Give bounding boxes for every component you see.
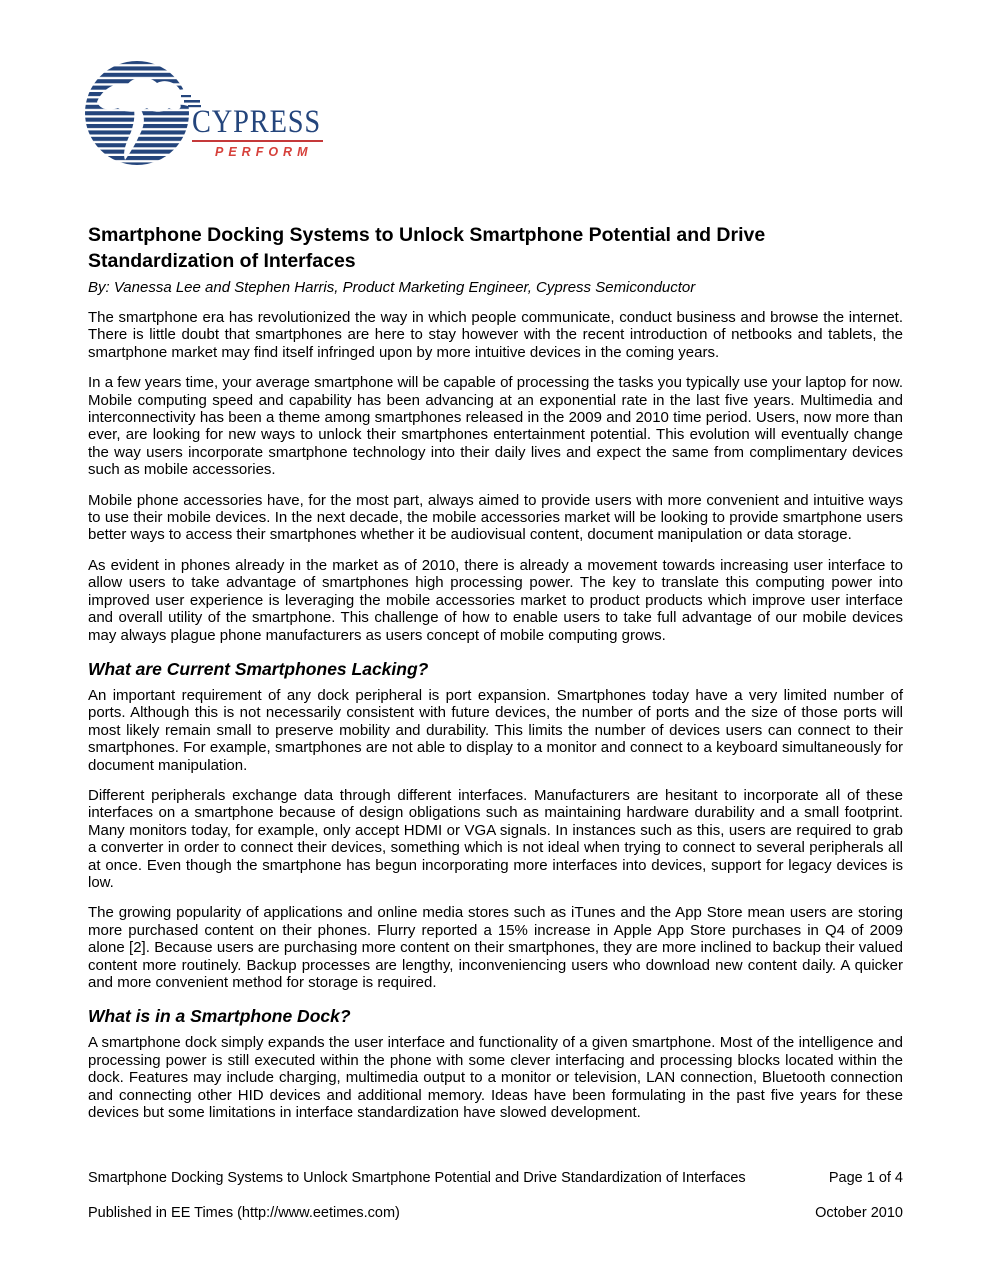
page-title: Smartphone Docking Systems to Unlock Smartphone Potential and Drive Standardization of Interfaces <box>88 224 766 272</box>
article-body <box>88 222 903 1134</box>
brand-tagline: PERFORM <box>215 145 313 159</box>
footer-line-1 <box>88 1170 903 1187</box>
footer-doc-title: Smartphone Docking Systems to Unlock Smartphone Potential and Drive Standardization of Interfaces <box>88 1170 746 1186</box>
paragraph: The growing popularity of applications and online media stores such as iTunes and the App Store mean users are storing more purchased content on their phones. Flurry reported a 15% increase in Apple App Store purchases in Q4 of 2009 alone [2]. Because users are purchasing more content on their smartphones, they are more inclined to backup their valued content more routinely. Backup processes are lengthy, inconveniencing users who download new content daily. A quicker and more convenient method for storage is required. <box>88 904 903 991</box>
footer-line-2 <box>88 1205 903 1222</box>
paragraph: As evident in phones already in the market as of 2010, there is already a movement towards increasing user interface to allow users to take advantage of smartphones high processing power. The key to translate this computing power into improved user experience is leveraging the mobile accessories market to product products which improve user interface and overall utility of the smartphone. This challenge of how to enable users to take full advantage of our mobile devices may always plague phone manufacturers as users concept of mobile computing grows. <box>88 556 903 644</box>
paragraph: A smartphone dock simply expands the user interface and functionality of a given smartphone. Most of the intelligence and processing power is still executed within the phone with some clever interfacing and processing blocks located within the dock. Features may include charging, multimedia output to a monitor or television, LAN connection, Bluetooth connection and connecting other HID devices and additional memory. Ideas have been formulating in the past five years for these devices but some limitations in interface standardization have slowed development. <box>88 1034 903 1122</box>
paragraph: The smartphone era has revolutionized the way in which people communicate, conduct business and browse the internet. There is little doubt that smartphones are here to stay however with the recent introduction of netbooks and tablets, the smartphone market may find itself infringed upon by more intuitive devices in the coming years. <box>88 309 903 361</box>
cypress-wordmark <box>192 60 328 159</box>
paragraph: Different peripherals exchange data through different interfaces. Manufacturers are hesitant to incorporate all of these interfaces on a smartphone because of design obligations such as maintaining hardware durability and a small footprint. Many monitors today, for example, only accept HDMI or VGA signals. In instances such as this, users are required to grab a converter in order to connect their devices, something which is not ideal when trying to connect to several peripherals all at once. Even though the smartphone has begun incorporating more interfaces into devices, support for legacy devices is low. <box>88 786 903 891</box>
paragraph: Mobile phone accessories have, for the most part, always aimed to provide users with more convenient and intuitive ways to use their mobile devices. In the next decade, the mobile accessories market will be looking to provide smartphone users better ways to access their smartphones whether it be audiovisual content, document manipulation or data storage. <box>88 491 903 544</box>
paragraph: An important requirement of any dock peripheral is port expansion. Smartphones today have a very limited number of ports. Although this is not necessarily consistent with future devices, the number of ports and the size of those ports will most likely remain small to preserve mobility and durability. This limits the number of devices users can connect to their smartphones. For example, smartphones are not able to display to a monitor and connect to a keyboard simultaneously for document manipulation. <box>88 686 903 774</box>
logo-rule <box>192 140 323 142</box>
brand-name: CYPRESS <box>192 104 322 140</box>
footer-page-number: Page 1 of 4 <box>828 1170 903 1186</box>
paragraph: In a few years time, your average smartphone will be capable of processing the tasks you typically use your laptop for now. Mobile computing speed and capability has been advancing at an exponential rate in the last five years. Multimedia and interconnectivity has been a theme among smartphones released in the 2009 and 2010 time period. Users, now more than ever, are looking for new ways to unlock their smartphones entertainment potential. This evolution will eventually change the way users incorporate smartphone technology into their daily lives and expect the same from complimentary devices such as mobile accessories. <box>88 374 903 479</box>
footer-date: October 2010 <box>815 1205 903 1221</box>
byline: By: Vanessa Lee and Stephen Harris, Product Marketing Engineer, Cypress Semiconductor <box>88 279 696 296</box>
cypress-logo <box>84 60 328 166</box>
section-heading-lacking: What are Current Smartphones Lacking? <box>88 658 429 679</box>
footer-published-in: Published in EE Times (http://www.eetimes.com) <box>88 1205 400 1221</box>
section-heading-dock: What is in a Smartphone Dock? <box>88 1006 351 1027</box>
